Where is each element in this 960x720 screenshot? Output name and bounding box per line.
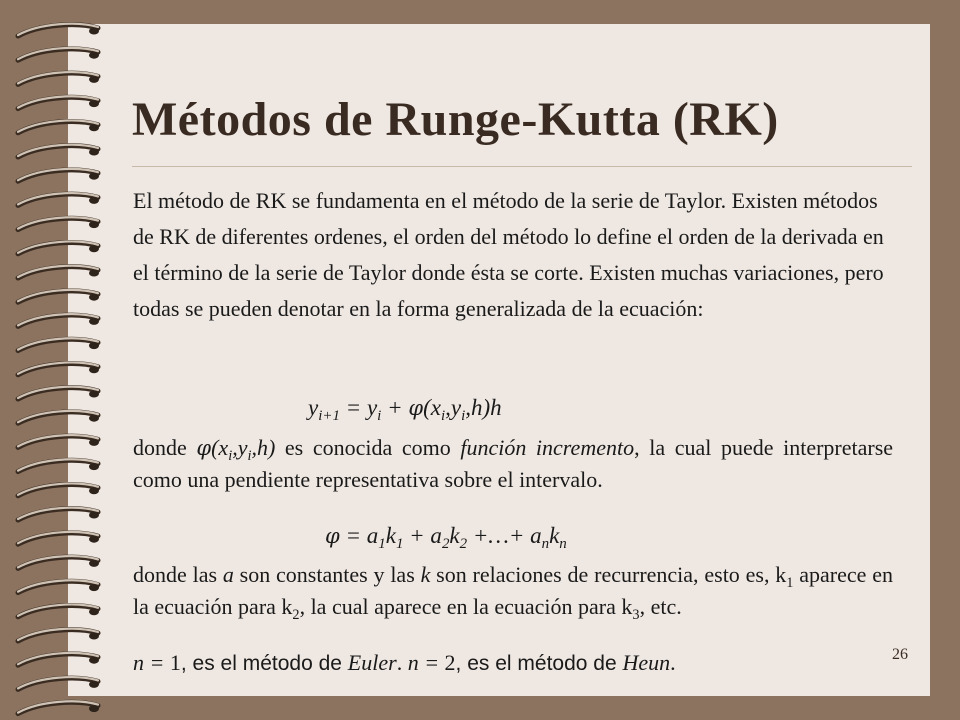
methods-line: n = 1, es el método de Euler. n = 2, es el método de Heun. xyxy=(133,650,676,675)
title-underline xyxy=(132,166,912,167)
equation-rk-general: $y_{i+1} = y_i + \varphi(x_i,y_i,h)h$ xyxy=(308,395,502,425)
intro-paragraph: El método de RK se fundamenta en el método de la serie de Taylor. Existen métodos de RK de diferentes ordenes, el orden del método lo define el orden de la derivada en el término de la serie de Taylor donde ésta se corte. Existen muchas variaciones, pero todas se pueden denotar en la forma generalizada de la ecuación: xyxy=(133,188,884,321)
spiral-binding-icon xyxy=(0,0,110,720)
increment-function-paragraph: donde $\varphi(x_i,y_i,h)$ es conocida como función incremento, la cual puede interpretarse como una pendiente representativa sobre el intervalo. xyxy=(133,435,894,492)
page-number: 26 xyxy=(892,646,908,663)
constants-paragraph: donde las a son constantes y las k son relaciones de recurrencia, esto es, $k_1$ aparece en la ecuación para $k_2$, la cual aparece en la ecuación para $k_3$, etc. xyxy=(133,562,893,623)
slide-title: Métodos de Runge-Kutta (RK) xyxy=(132,93,779,146)
equation-phi-sum: $\varphi = a_1k_1 + a_2k_2$ +…+ $a_nk_n$ xyxy=(325,523,567,553)
